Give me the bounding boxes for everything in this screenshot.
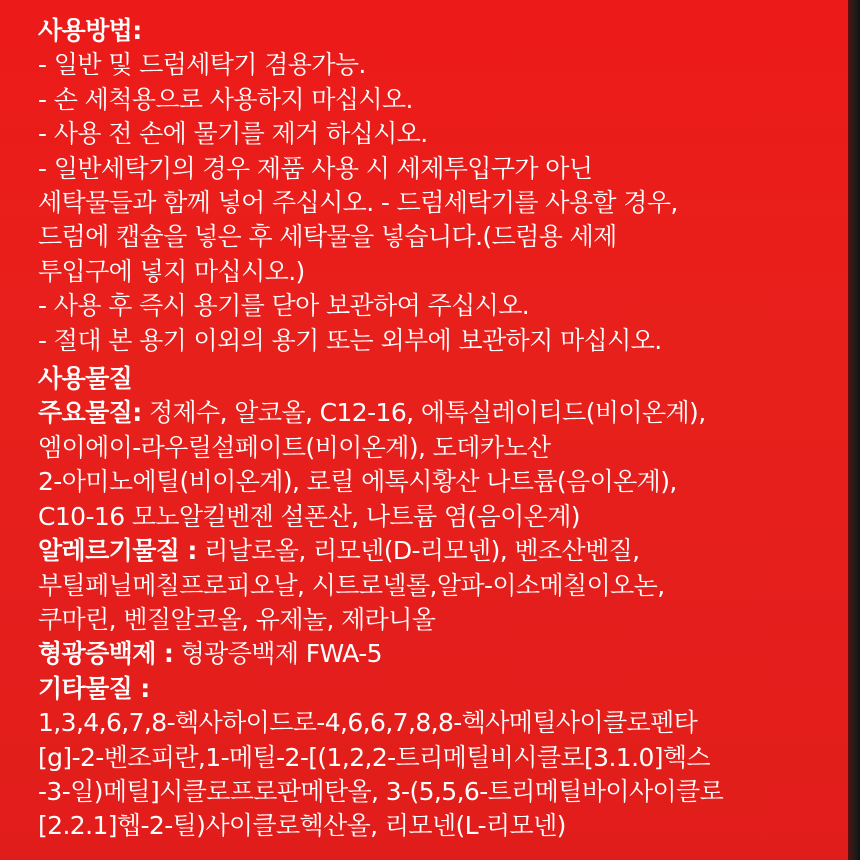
brightener-line — [38, 637, 828, 671]
usage-line: 드럼에 캡슐을 넣은 후 세탁물을 넣습니다.(드럼용 세제 — [38, 222, 617, 252]
other-substances-line: [2.2.1]헵-2-틸)사이클로헥산올, 리모넨(L-리모넨) — [38, 811, 566, 841]
allergen-line — [38, 534, 828, 568]
allergen-label: 알레르기물질 : — [38, 536, 197, 566]
main-substances-line — [38, 396, 828, 430]
other-substances-line: 1,3,4,6,7,8-헥사하이드로-4,6,6,7,8,8-헥사메틸사이클로펜타 — [38, 708, 698, 738]
package-edge — [848, 0, 860, 860]
other-substances-label: 기타물질 : — [38, 673, 150, 703]
brightener-label: 형광증백제 : — [38, 639, 174, 669]
allergen-line: 쿠마린, 벤질알코올, 유제놀, 제라니올 — [38, 604, 436, 634]
usage-line: - 일반세탁기의 경우 제품 사용 시 세제투입구가 아닌 — [38, 153, 593, 183]
usage-line: - 일반 및 드럼세탁기 겸용가능. — [38, 50, 366, 80]
other-substances-line: [g]-2-벤조피란,1-메틸-2-[(1,2,2-트리메틸비시클로[3.1.0]헥스 — [38, 742, 711, 772]
usage-heading: 사용방법: — [38, 16, 142, 45]
main-substances-text: 정제수, 알코올, C12-16, 에톡실레이티드(비이온계), — [141, 398, 706, 428]
usage-line: - 사용 전 손에 물기를 제거 하십시오. — [38, 119, 428, 149]
allergen-text: 리날로올, 리모넨(D-리모넨), 벤조산벤질, — [196, 536, 640, 566]
usage-line: - 사용 후 즉시 용기를 닫아 보관하여 주십시오. — [38, 291, 530, 321]
brightener-text: 형광증백제 FWA-5 — [173, 639, 382, 669]
main-substances-line: C10-16 모노알킬벤젠 설폰산, 나트륨 염(음이온계) — [38, 501, 580, 531]
main-substances-line: 엠이에이-라우릴설페이트(비이온계), 도데카노산 — [38, 432, 551, 462]
ingredients-heading: 사용물질 — [38, 364, 133, 394]
usage-line: 투입구에 넣지 마십시오.) — [38, 256, 305, 286]
usage-line: 세탁물들과 함께 넣어 주십시오. - 드럼세탁기를 사용할 경우, — [38, 188, 678, 218]
usage-line: - 절대 본 용기 이외의 용기 또는 외부에 보관하지 마십시오. — [38, 325, 662, 355]
usage-line: - 손 세척용으로 사용하지 마십시오. — [38, 84, 413, 114]
main-substances-line: 2-아미노에틸(비이온계), 로릴 에톡시황산 나트륨(음이온계), — [38, 467, 677, 497]
main-substances-label: 주요물질: — [38, 398, 142, 428]
other-substances-line: -3-일)메틸]시클로프로판메탄올, 3-(5,5,6-트리메틸바이사이클로 — [38, 776, 724, 806]
allergen-line: 부틸페닐메칠프로피오날, 시트로넬롤,알파-이소메칠이오논, — [38, 570, 665, 600]
